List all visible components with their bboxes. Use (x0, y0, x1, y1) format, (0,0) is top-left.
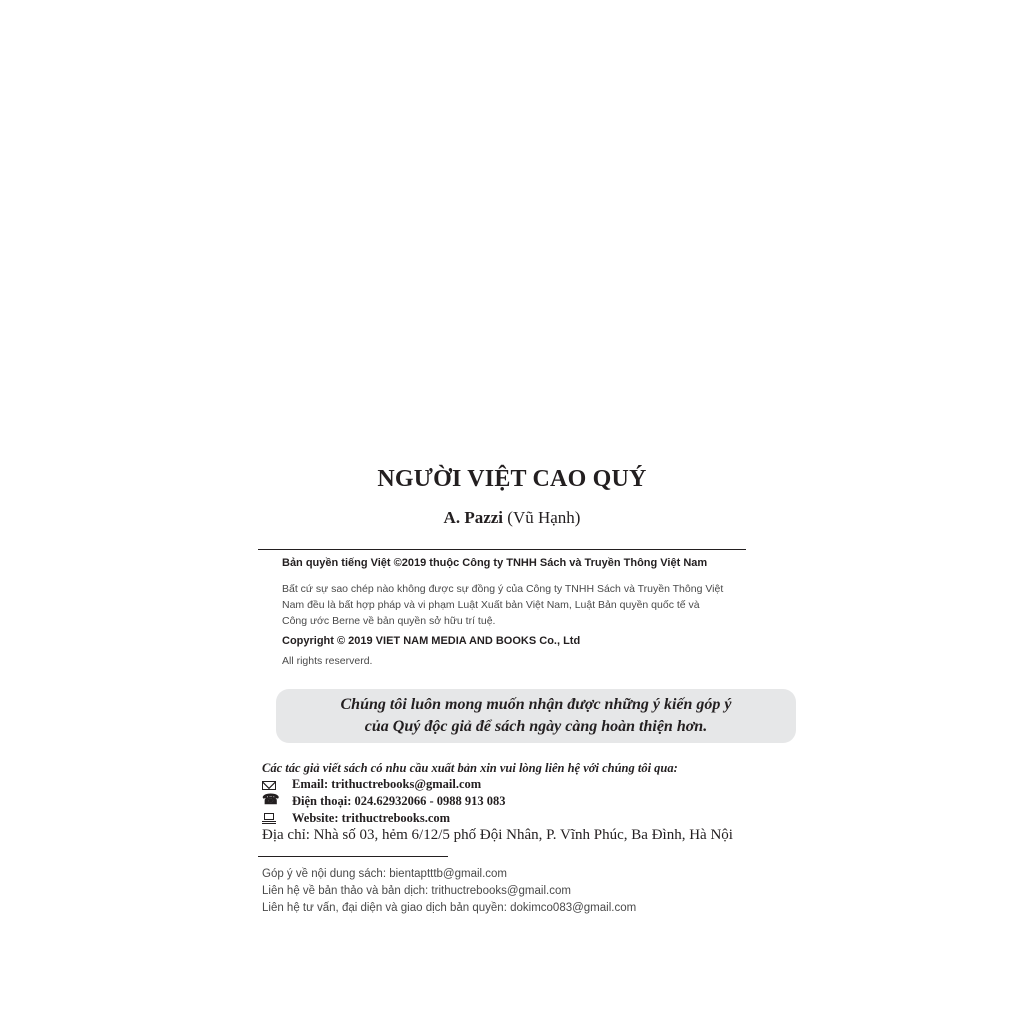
telephone-icon: ☎ (262, 792, 280, 808)
copyright-notice (282, 581, 772, 629)
callout-line: của Quý độc giả để sách ngày càng hoàn thiện hơn. (364, 718, 708, 735)
footer-line: Liên hệ tư vấn, đại diện và giao dịch bản quyền: dokimco083@gmail.com (262, 902, 637, 914)
footer-divider (258, 856, 448, 857)
book-title: NGƯỜI VIỆT CAO QUÝ (377, 466, 647, 492)
callout-line: Chúng tôi luôn mong muốn nhận được những ý kiến góp ý (340, 696, 732, 713)
notice-line: Công ước Berne về bản quyền sở hữu trí tuệ. (282, 615, 496, 627)
notice-line: Bất cứ sự sao chép nào không được sự đồng ý của Công ty TNHH Sách và Truyền Thông Việt (282, 583, 724, 595)
contact-address: Địa chỉ: Nhà số 03, hẻm 6/12/5 phố Đội Nhân, P. Vĩnh Phúc, Ba Đình, Hà Nội (262, 827, 733, 843)
feedback-callout-text (276, 694, 796, 738)
contact-email[interactable]: Email: trithuctrebooks@gmail.com (292, 777, 482, 791)
author-alias: (Vũ Hạnh) (507, 508, 581, 527)
contact-email-row (262, 777, 481, 792)
author-name: A. Pazzi (443, 508, 504, 527)
footer-contacts (262, 866, 636, 917)
top-divider (258, 549, 746, 550)
contact-phone-row (262, 794, 506, 809)
vietnamese-rights-statement: Bản quyền tiếng Việt ©2019 thuộc Công ty TNHH Sách và Truyền Thông Việt Nam (282, 557, 708, 569)
computer-icon (262, 813, 278, 825)
book-author (0, 508, 1024, 528)
contact-phone[interactable]: Điện thoại: 024.62932066 - 0988 913 083 (292, 794, 506, 808)
contact-website[interactable]: Website: trithuctrebooks.com (292, 811, 451, 825)
envelope-icon (262, 779, 278, 791)
english-copyright: Copyright © 2019 VIET NAM MEDIA AND BOOKS Co., Ltd (282, 635, 581, 647)
contact-intro: Các tác giả viết sách có nhu cầu xuất bản xin vui lòng liên hệ với chúng tôi qua: (262, 761, 678, 775)
contact-website-row (262, 811, 450, 826)
footer-line: Góp ý về nội dung sách: bientaptttb@gmail.com (262, 868, 508, 880)
footer-line: Liên hệ về bản thảo và bản dịch: trithuctrebooks@gmail.com (262, 885, 571, 897)
notice-line: Nam đều là bất hợp pháp và vi phạm Luật Xuất bản Việt Nam, Luật Bản quyền quốc tế và (282, 599, 700, 611)
all-rights-reserved: All rights reserverd. (282, 655, 373, 667)
